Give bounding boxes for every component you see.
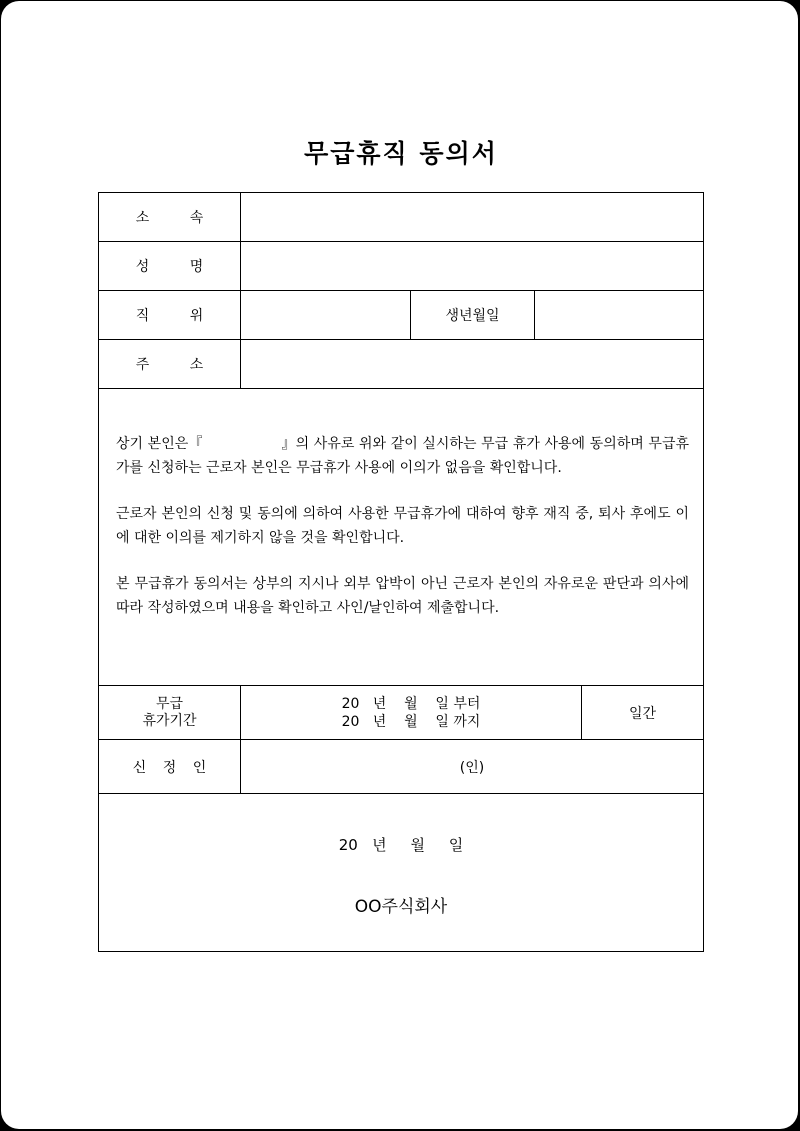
statement-paragraph-3: 본 무급휴가 동의서는 상부의 지시나 외부 압박이 아닌 근로자 본인의 자유로운 판단과 의사에 따라 작성하였으며 내용을 확인하고 사인/날인하여 제출합니다. — [116, 576, 689, 616]
leave-days-label: 일간 — [628, 705, 657, 722]
name-row — [99, 242, 703, 291]
document-page — [1, 1, 798, 1129]
name-field[interactable] — [241, 242, 703, 290]
leave-period-label-line1: 무급 — [155, 695, 184, 712]
leave-period-label-line2: 휴가기간 — [142, 712, 197, 729]
document-title: 무급휴직 동의서 — [304, 139, 498, 168]
birthdate-field[interactable] — [535, 291, 703, 339]
affiliation-label: 소 속 — [99, 193, 241, 241]
leave-period-row — [99, 686, 703, 740]
position-field[interactable] — [241, 291, 411, 339]
address-label: 주 소 — [99, 340, 241, 388]
leave-period-label — [99, 686, 241, 739]
affiliation-field[interactable] — [241, 193, 703, 241]
company-name: OO주식회사 — [354, 897, 448, 917]
seal-mark: (인) — [459, 759, 485, 776]
applicant-label: 신 정 인 — [99, 740, 241, 793]
consent-form-table — [98, 192, 704, 952]
statement-paragraph-1: 상기 본인은『 』의 사유로 위와 같이 실시하는 무급 휴가 사용에 동의하며 무급휴가를 신청하는 근로자 본인은 무급휴가 사용에 이의가 없음을 확인합니다. — [116, 436, 689, 476]
applicant-row — [99, 740, 703, 794]
birthdate-label: 생년월일 — [411, 291, 535, 339]
position-label: 직 위 — [99, 291, 241, 339]
applicant-signature-field[interactable] — [241, 740, 703, 793]
name-label: 성 명 — [99, 242, 241, 290]
affiliation-row — [99, 193, 703, 242]
address-field[interactable] — [241, 340, 703, 388]
position-row — [99, 291, 703, 340]
submission-date: 20 년 월 일 — [338, 836, 464, 854]
consent-statement — [99, 389, 703, 686]
address-row — [99, 340, 703, 389]
statement-paragraph-2: 근로자 본인의 신청 및 동의에 의하여 사용한 무급휴가에 대하여 향후 재직 중, 퇴사 후에도 이에 대한 이의를 제기하지 않을 것을 확인합니다. — [116, 506, 689, 546]
signature-footer — [99, 794, 703, 952]
leave-start-date: 20 년 월 일 부터 — [341, 695, 481, 712]
leave-period-dates[interactable] — [241, 686, 582, 739]
leave-end-date: 20 년 월 일 까지 — [341, 713, 481, 730]
